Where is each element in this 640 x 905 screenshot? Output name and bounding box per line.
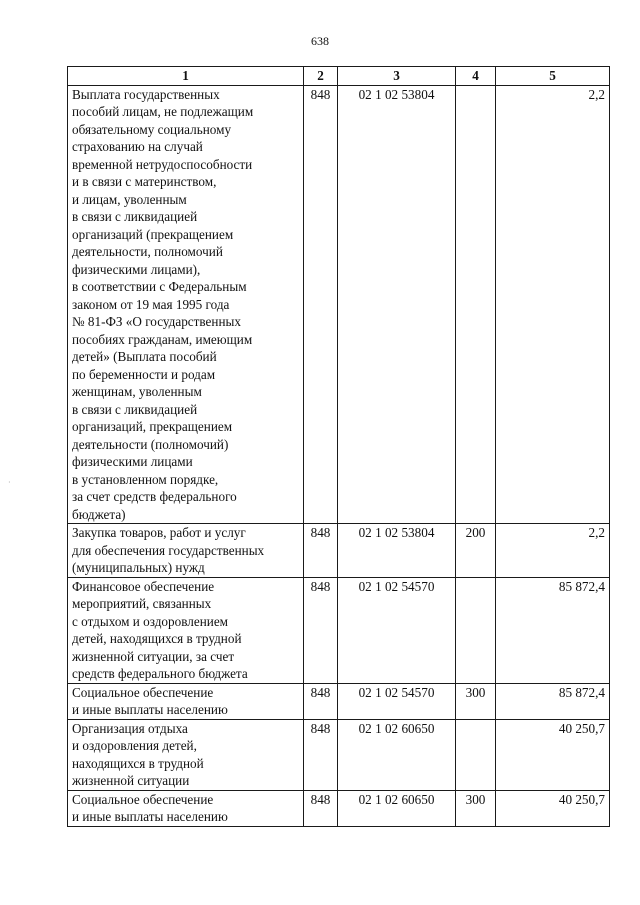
table-row (68, 790, 610, 826)
row-expense-type: 300 (456, 683, 496, 719)
row-ministry-code: 848 (304, 683, 338, 719)
row-expense-type: 200 (456, 524, 496, 578)
row-target-code: 02 1 02 60650 (338, 790, 456, 826)
row-expense-type (456, 577, 496, 683)
header-col-4: 4 (456, 67, 496, 86)
row-ministry-code: 848 (304, 85, 338, 524)
header-col-2: 2 (304, 67, 338, 86)
row-target-code: 02 1 02 54570 (338, 683, 456, 719)
row-name: Закупка товаров, работ и услуг для обеспечения государственных (муниципальных) нужд (68, 524, 304, 578)
row-amount: 40 250,7 (496, 790, 610, 826)
row-name: Выплата государственных пособий лицам, не подлежащим обязательному социальному страхованию на случай временной нетрудоспособности и в связи с материнством, и лицам, уволенным в связи с ликвидацией организаций (прекращением деятельности, полномочий физическими лицами), в соответствии с Федеральным законом от 19 мая 1995 года № 81-ФЗ «О государственных пособиях гражданам, имеющим детей» (Выплата пособий по беременности и родам женщинам, уволенным в связи с ликвидацией организаций, прекращением деятельности (полномочий) физическими лицами в установленном порядке, за счет средств федерального бюджета) (68, 85, 304, 524)
header-row (68, 67, 610, 86)
header-col-5: 5 (496, 67, 610, 86)
row-amount: 85 872,4 (496, 683, 610, 719)
row-name: Финансовое обеспечение мероприятий, связанных с отдыхом и оздоровлением детей, находящихся в трудной жизненной ситуации, за счет средств федерального бюджета (68, 577, 304, 683)
table-row (68, 683, 610, 719)
table-row (68, 85, 610, 524)
scan-artifact-mark: · (8, 478, 11, 487)
row-ministry-code: 848 (304, 577, 338, 683)
row-target-code: 02 1 02 60650 (338, 719, 456, 790)
header-col-1: 1 (68, 67, 304, 86)
table-row (68, 577, 610, 683)
row-ministry-code: 848 (304, 719, 338, 790)
table-row (68, 719, 610, 790)
table-row (68, 524, 610, 578)
row-target-code: 02 1 02 54570 (338, 577, 456, 683)
row-name: Социальное обеспечение и иные выплаты населению (68, 683, 304, 719)
row-amount: 2,2 (496, 85, 610, 524)
row-expense-type (456, 719, 496, 790)
row-ministry-code: 848 (304, 524, 338, 578)
row-amount: 85 872,4 (496, 577, 610, 683)
row-expense-type: 300 (456, 790, 496, 826)
row-name: Социальное обеспечение и иные выплаты населению (68, 790, 304, 826)
budget-table (67, 66, 610, 827)
row-expense-type (456, 85, 496, 524)
page-number: 638 (311, 34, 329, 48)
row-ministry-code: 848 (304, 790, 338, 826)
row-target-code: 02 1 02 53804 (338, 85, 456, 524)
row-amount: 2,2 (496, 524, 610, 578)
header-col-3: 3 (338, 67, 456, 86)
row-amount: 40 250,7 (496, 719, 610, 790)
row-name: Организация отдыха и оздоровления детей, находящихся в трудной жизненной ситуации (68, 719, 304, 790)
row-target-code: 02 1 02 53804 (338, 524, 456, 578)
